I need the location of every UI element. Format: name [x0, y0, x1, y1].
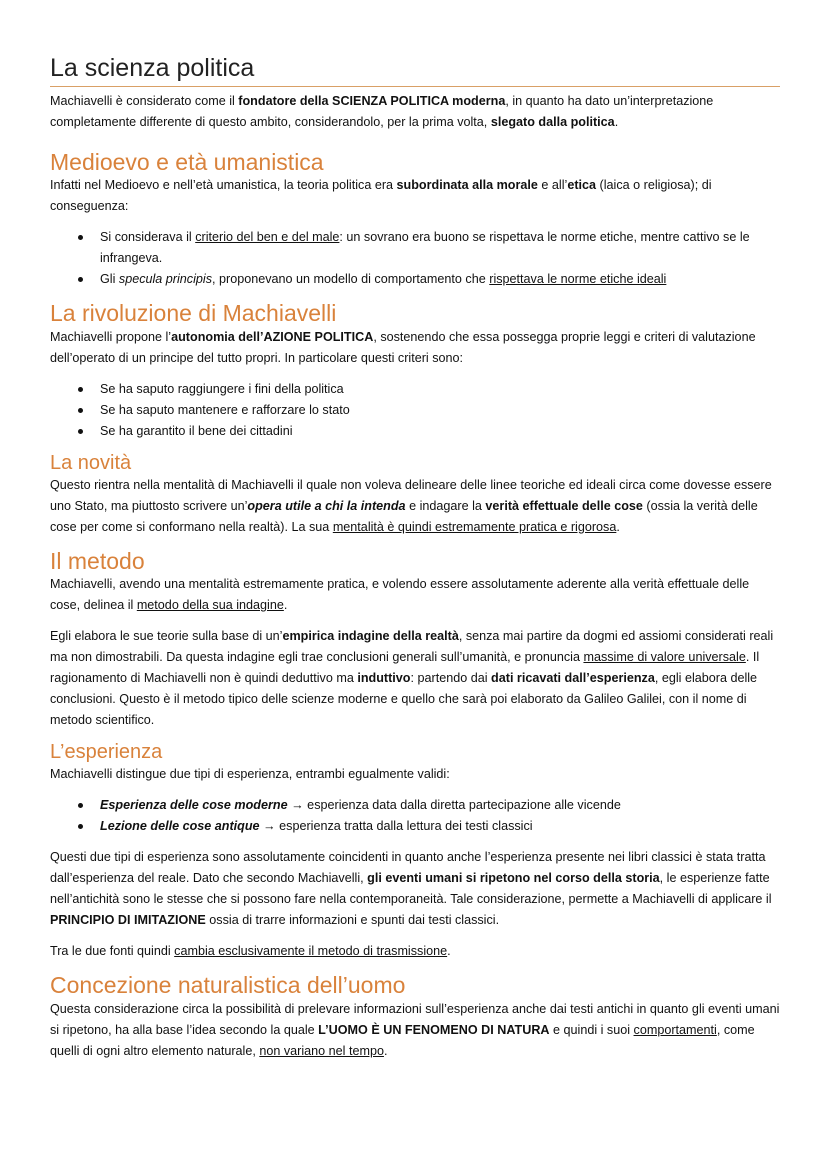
page-title: La scienza politica: [50, 52, 780, 87]
heading-esperienza: L’esperienza: [50, 741, 163, 764]
intro-paragraph: Machiavelli è considerato come il fondatore della SCIENZA POLITICA moderna, in quanto ha dato un’interpretazione completamente differente di questo ambito, considerandolo, per la prima volta, slegato dalla politica.: [50, 94, 714, 129]
metodo-paragraph-2: Egli elabora le sue teorie sulla base di un’empirica indagine della realtà, senza mai partire da dogmi ed assiomi considerati reali ma non dimostrabili. Da questa indagine egli trae conclusioni generali sull’umanità, e pronuncia massime di valore universale. Il ragionamento di Machiavelli non è quindi deduttivo ma induttivo: partendo dai dati ricavati dall’esperienza, egli elabora delle conclusioni. Questo è il metodo tipico delle scienze moderne e quello che sarà poi elaborato da Galileo Galilei, con il nome di metodo scientifico.: [50, 629, 774, 728]
heading-novita: La novità: [50, 451, 132, 474]
concezione-paragraph: Questa considerazione circa la possibilità di prelevare informazioni sull’esperienza anche dai testi antichi in quanto gli eventi umani si ripetono, ha alla base l’idea secondo la quale L’UOMO È UN FENOMENO DI NATURA e quindi i suoi comportamenti, come quelli di ogni altro elemento naturale, non variano nel tempo.: [50, 1001, 780, 1058]
document-page: [50, 52, 780, 1062]
heading-rivoluzione: La rivoluzione di Machiavelli: [50, 300, 337, 327]
esperienza-paragraph: Machiavelli distingue due tipi di esperienza, entrambi egualmente validi:: [50, 767, 450, 782]
list-item: Gli specula principis, proponevano un modello di comportamento che rispettava le norme etiche ideali: [50, 269, 780, 290]
list-item: Esperienza delle cose moderne → esperienza data dalla diretta partecipazione alle vicende: [50, 795, 780, 816]
medioevo-list: [50, 227, 780, 290]
list-item: Se ha saputo mantenere e rafforzare lo stato: [50, 400, 780, 421]
heading-medioevo: Medioevo e età umanistica: [50, 149, 324, 175]
medioevo-paragraph: Infatti nel Medioevo e nell’età umanistica, la teoria politica era subordinata alla morale e all’etica (laica o religiosa); di conseguenza:: [50, 178, 712, 214]
heading-concezione: Concezione naturalistica dell’uomo: [50, 972, 406, 999]
esperienza-list: [50, 795, 780, 837]
esperienza-paragraph-2: Questi due tipi di esperienza sono assolutamente coincidenti in quanto anche l’esperienza presente nei libri classici è stata tratta dall’esperienza del reale. Dato che secondo Machiavelli, gli eventi umani si ripetono nel corso della storia, le esperienze fatte nell’antichità sono le stesse che si possono fare nella contemporaneità. Tale considerazione, permette a Machiavelli di applicare il PRINCIPIO DI IMITAZIONE ossia di trarre informazioni e spunti dai testi classici.: [50, 850, 772, 928]
list-item: Lezione delle cose antique → esperienza tratta dalla lettura dei testi classici: [50, 816, 780, 837]
novita-paragraph: Questo rientra nella mentalità di Machiavelli il quale non voleva delineare delle linee teoriche ed ideali circa come dovesse essere uno Stato, ma piuttosto scrivere un’opera utile a chi la intenda e indagare la verità effettuale delle cose (ossia la verità delle cose per come si conformano nella realtà). La sua mentalità è quindi estremamente pratica e rigorosa.: [50, 477, 772, 534]
esperienza-paragraph-3: Tra le due fonti quindi cambia esclusivamente il metodo di trasmissione.: [50, 944, 451, 959]
metodo-paragraph-1: Machiavelli, avendo una mentalità estremamente pratica, e volendo essere assolutamente aderente alla verità effettuale delle cose, delinea il metodo della sua indagine.: [50, 577, 750, 613]
list-item: Si considerava il criterio del ben e del male: un sovrano era buono se rispettava le norme etiche, mentre cattivo se le infrangeva.: [50, 227, 780, 269]
list-item: Se ha saputo raggiungere i fini della politica: [50, 379, 780, 400]
rivoluzione-paragraph: Machiavelli propone l’autonomia dell’AZIONE POLITICA, sostenendo che essa possegga proprie leggi e criteri di valutazione dell’operato di un principe del tutto propri. In particolare questi criteri sono:: [50, 329, 756, 365]
heading-metodo: Il metodo: [50, 547, 145, 574]
list-item: Se ha garantito il bene dei cittadini: [50, 421, 780, 442]
criteri-list: [50, 379, 780, 442]
